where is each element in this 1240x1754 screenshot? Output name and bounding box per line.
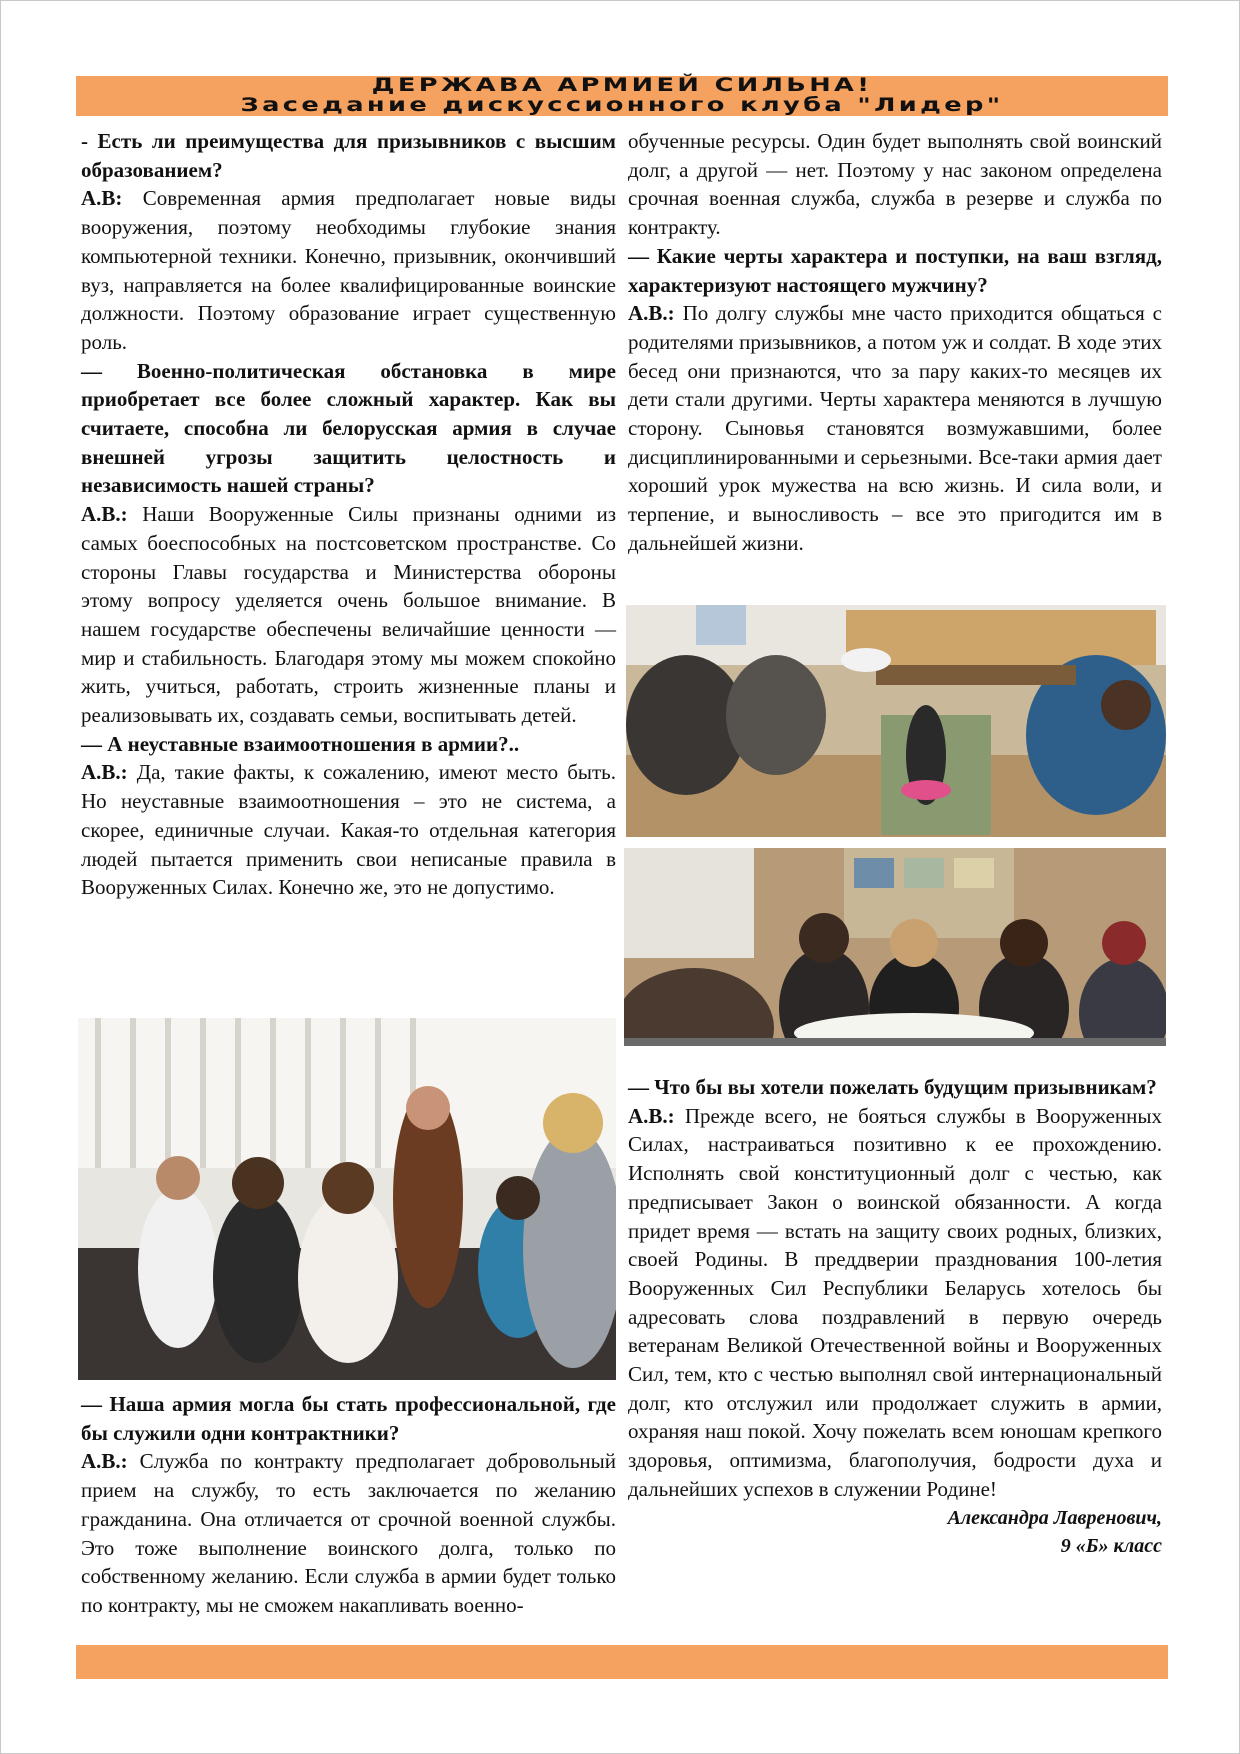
left-column-bottom [81,1390,616,1620]
answer-5: По долгу службы мне часто приходится общаться с родителями призывников, а потом уж и солдат. В ходе этих бесед они признаются, что за пару каких-то месяцев их дети стали другими. Черты характера меняются в лучшую сторону. Сыновья становятся возмужавшими, более дисциплинированными и серьезными. Все-таки армия дает хороший урок мужества на всю жизнь. И сила воли, и терпение, и выносливость – все это пригодится им в дальнейшей жизни. [628,301,1162,555]
question-6: — Что бы вы хотели пожелать будущим призывникам? [628,1075,1157,1099]
answer-3: Да, такие факты, к сожалению, имеют место быть. Но неуставные взаимоотношения – это не система, а скорее, единичные случаи. Какая-то отдельная категория людей пытается применить свои неписаные правила в Вооруженных Силах. Конечно же, это не допустимо. [81,760,616,900]
question-4: — Наша армия могла бы стать профессиональной, где бы служили одни контрактники? [81,1392,616,1445]
question-2: — Военно-политическая обстановка в мире приобретает все более сложный характер. Как вы считаете, способна ли белорусская армия в случае внешней угрозы защитить целостность и независимость нашей страны? [81,358,616,498]
answer-1-label: А.В: [81,186,123,211]
question-3: — А неуставные взаимоотношения в армии?.. [81,731,520,756]
photo-teachers-flowers [624,848,1166,1046]
answer-2: Наши Вооруженные Силы признаны одними из самых боеспособных на постсоветском пространстве. Со стороны Главы государства и Министерства обороны этому вопросу уделяется очень большое внимание. В нашем государстве обеспечены величайшие ценности — мир и стабильность. Благодаря этому мы можем спокойно жить, учиться, работать, строить жизненные планы и реализовывать их, создавать семьи, воспитывать детей. [81,502,616,728]
answer-4-continued: обученные ресурсы. Один будет выполнять свой воинский долг, а другой — нет. Поэтому у нас законом определена срочная военная служба, служба в резерве и служба по контракту. [628,129,1162,240]
right-column-top [628,127,1162,558]
answer-1: Современная армия предполагает новые виды вооружения, поэтому необходимы глубокие знания компьютерной техники. Конечно, призывник, окончивший вуз, направляется на более квалифицированные воинские должности. Поэтому образование играет существенную роль. [81,186,616,354]
right-column-bottom [628,1073,1162,1560]
photo-students-speaker [78,1018,616,1380]
answer-6: Прежде всего, не бояться службы в Вооруженных Силах, настраиваться позитивно к ее прохождению. Исполнять свой конституционный долг с честью, как предписывает Закон о воинской обязанности. А когда придет время — встать на защиту своих родных, близких, своей Родины. В преддверии празднования 100-летия Вооруженных Сил Республики Беларусь хотелось бы адресовать слова поздравлений в первую очередь ветеранам Великой Отечественной войны и Вооруженных Сил, тем, кто с честью выполнял свой интернациональный долг, кто отслужил или продолжает служить в армии, охраняя наш покой. Хочу пожелать всем юношам крепкого здоровья, оптимизма, благополучия, бодрости духа и дальнейших успехов в служении Родине! [628,1103,1162,1501]
author-class: 9 «Б» класс [1060,1534,1162,1557]
question-5: — Какие черты характера и поступки, на ваш взгляд, характеризуют настоящего мужчину? [628,243,1162,297]
answer-3-label: А.В.: [81,760,128,785]
answer-6-label: А.В.: [628,1103,675,1128]
answer-4: Служба по контракту предполагает добровольный прием на службу, то есть заключается по желанию гражданина. Она отличается от срочной военной службы. Это тоже выполнение воинского долга, только по собственному желанию. Если служба в армии будет только по контракту, мы не сможем накапливать военно- [81,1449,616,1617]
page-title: ДЕРЖАВА АРМИЕЙ СИЛЬНА! [371,74,873,96]
photo-classroom-performance [626,605,1166,837]
question-1: - Есть ли преимущества для призывников с высшим образованием? [81,129,616,182]
left-column-top [81,127,616,902]
author-name: Александра Лавренович, [947,1506,1162,1529]
answer-2-label: А.В.: [81,502,128,527]
footer-band [76,1645,1168,1679]
answer-4-label: А.В.: [81,1449,128,1474]
answer-5-label: А.В.: [628,301,675,326]
page-subtitle: Заседание дискуссионного клуба "Лидер" [240,94,1004,116]
